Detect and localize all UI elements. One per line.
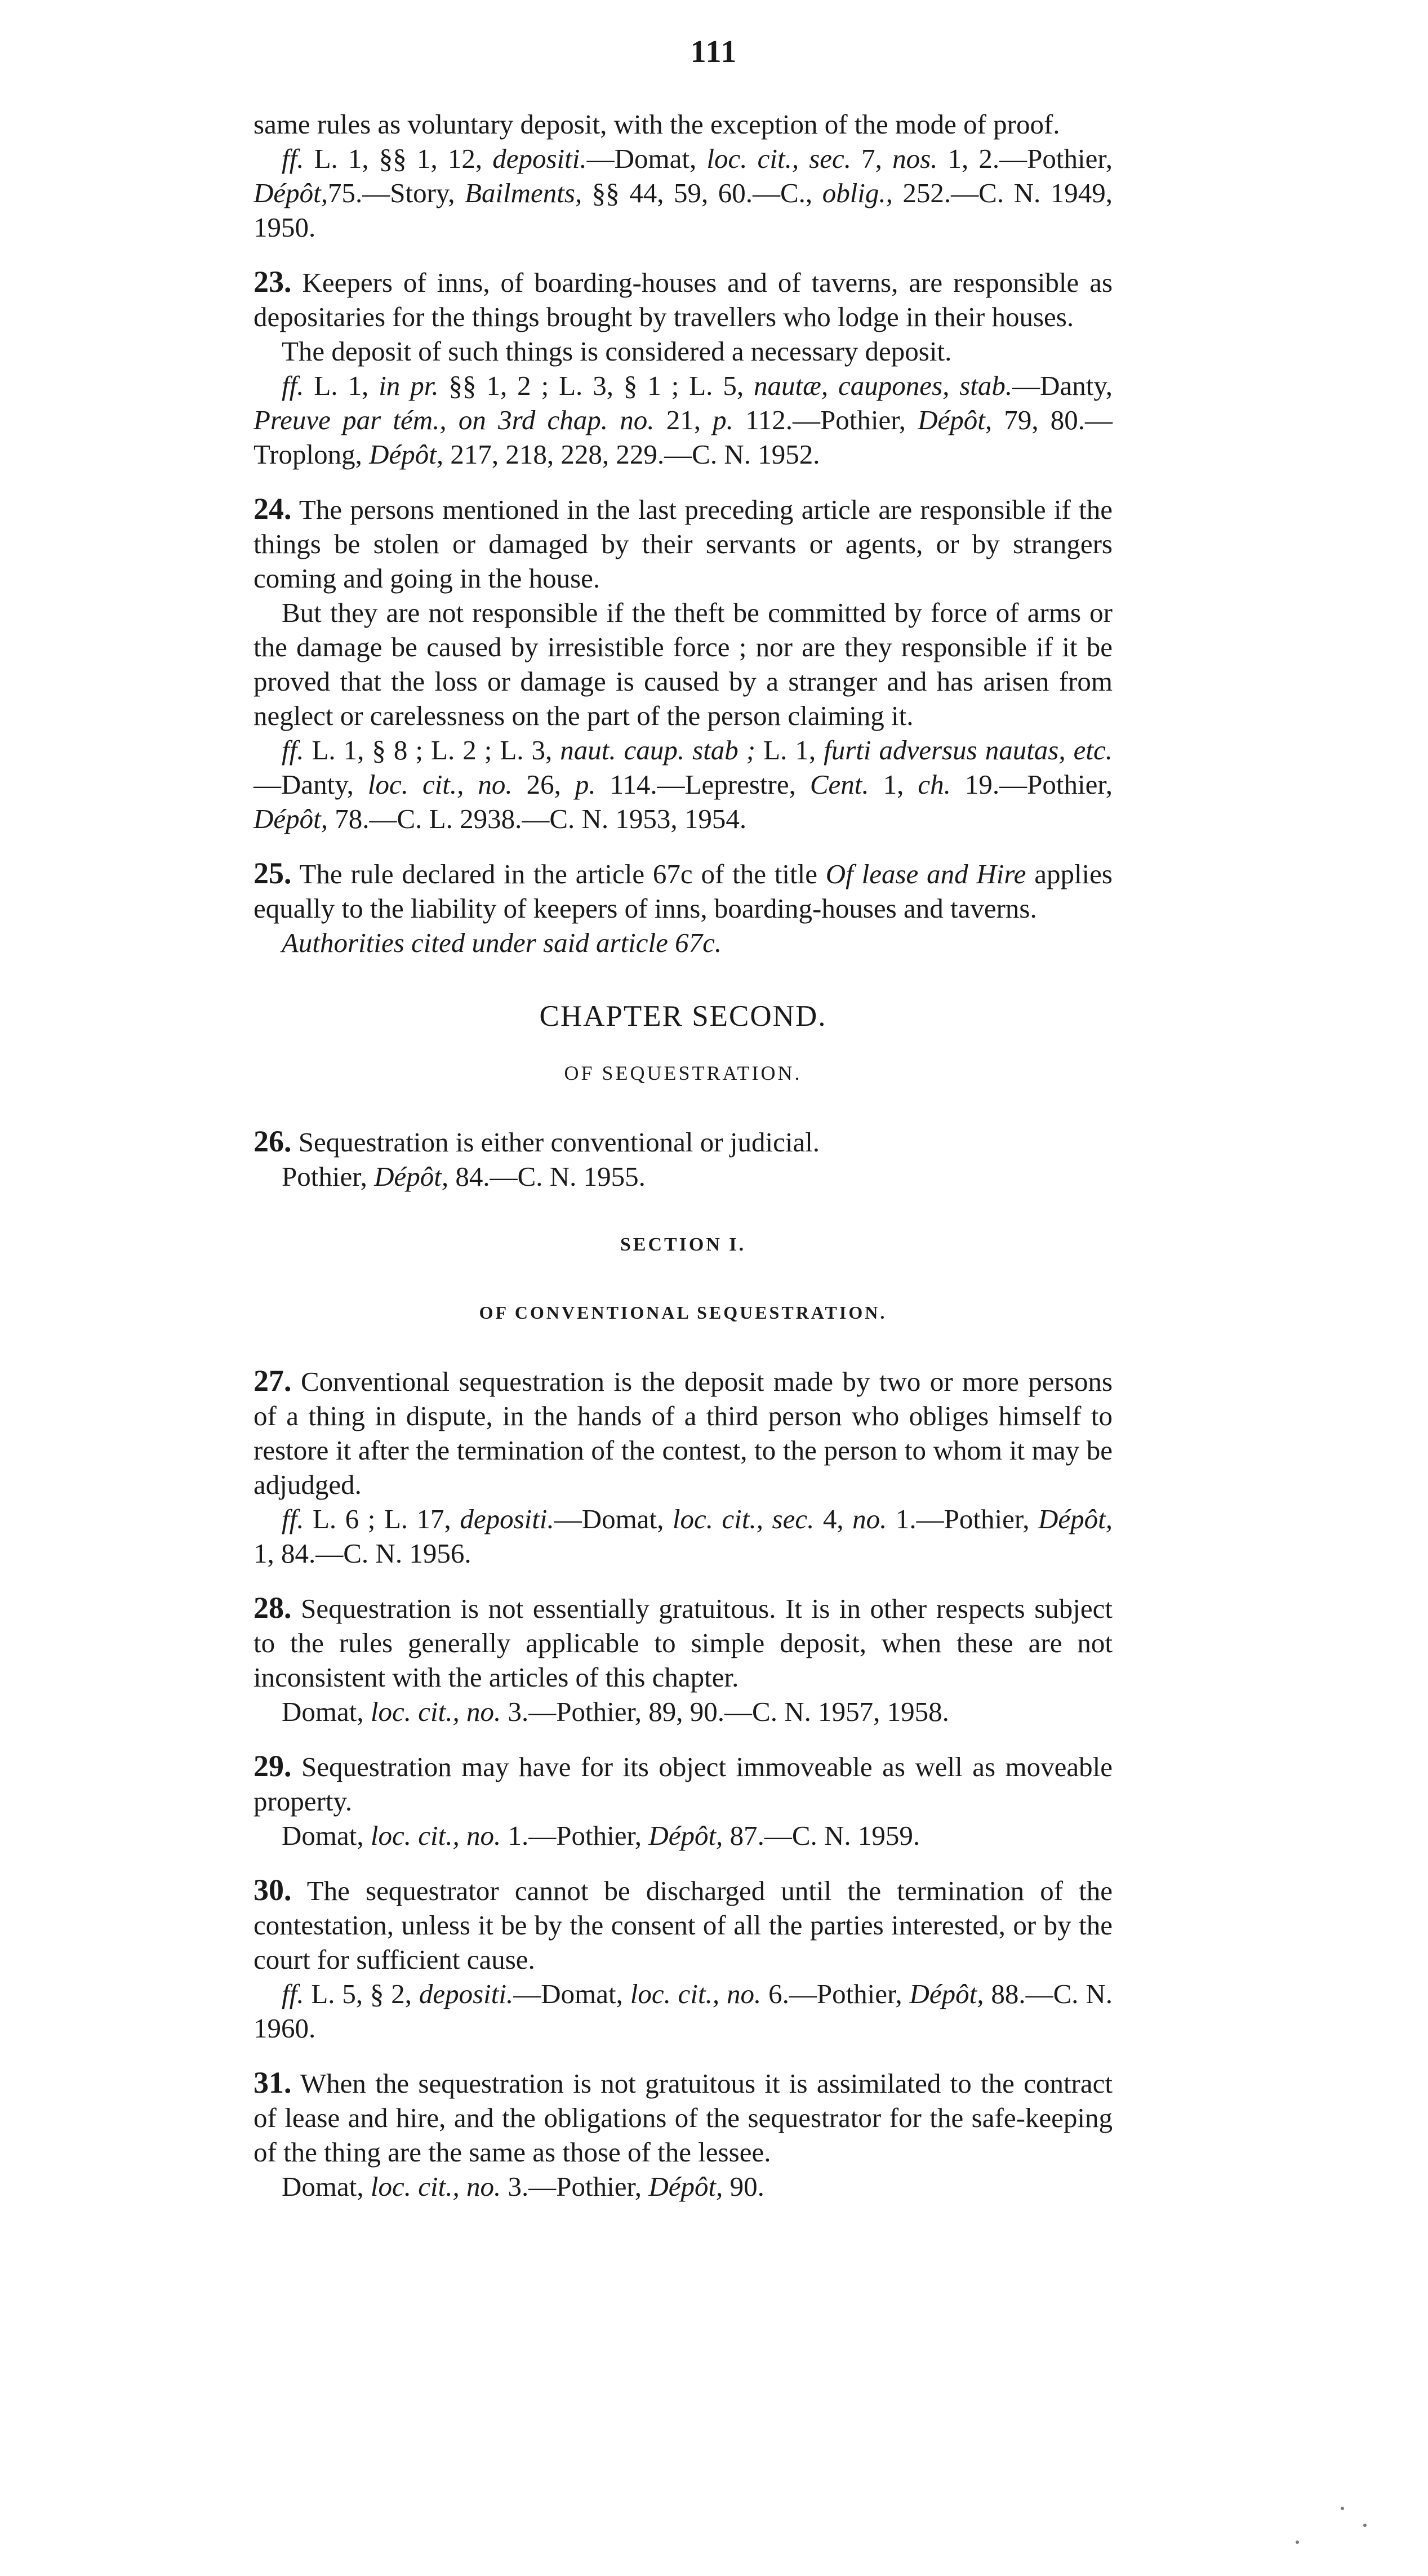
article-citation [253,926,1113,960]
citation-text: Pothier, [282,1161,375,1192]
section-title: SECTION I. [620,1234,746,1255]
citation-italic: naut. caup. stab ; [560,735,756,766]
citation-text: —Domat, [554,1503,673,1534]
citation-italic: Dépôt, [909,1978,984,2009]
citation-italic: Dépôt, [1038,1503,1113,1534]
citation-text: 21, [654,404,713,435]
citation-text: 26, [512,769,575,800]
citation-italic: Dépôt, [648,2171,723,2202]
digest-abbrev: ff. [282,735,304,766]
citation-italic: depositi. [492,143,587,174]
citation-italic: in pr. [379,370,439,401]
citation-italic: no. [852,1503,887,1534]
citation-italic: nautæ, caupones, stab. [754,370,1013,401]
citation-text: Domat, [282,1820,371,1851]
section-subtitle: OF CONVENTIONAL SEQUESTRATION. [479,1302,887,1323]
citation-italic: depositi. [460,1503,554,1534]
chapter-subtitle: OF SEQUESTRATION. [564,1062,802,1084]
citation-italic: depositi. [419,1978,514,2009]
article-number: 30. [253,1873,292,1907]
citation-text: L. 1, [755,735,824,766]
paper-speck [1341,2507,1344,2510]
citation-text: 1, [869,769,918,800]
citation-italic: ch. [918,769,951,800]
article-body: Sequestration is not essentially gratuitous. It is in other respects subject to the rules generally applicable to simple deposit, when these are not inconsistent with the articles of this chapter. [253,1593,1113,1693]
citation-text: 1.—Pothier, [501,1820,649,1851]
citation-text: Domat, [282,1696,371,1727]
citation-italic: p. [713,404,733,435]
citation-text: —Domat, [513,1978,630,2009]
chapter-title: CHAPTER SECOND. [539,1000,827,1033]
citation-text: 3.—Pothier, 89, 90.—C. N. 1957, 1958. [501,1696,949,1727]
article-body: Sequestration may have for its object immoveable as well as moveable property. [253,1751,1113,1817]
digest-abbrev: ff. [282,370,304,401]
article-body [253,858,1113,924]
citation-text: L. 5, § 2, [304,1978,419,2009]
article-number: 31. [253,2066,292,2099]
citation-italic: Cent. [809,769,869,800]
article-citation [253,1977,1113,2045]
page-number: 111 [690,34,738,69]
citation-italic: Dépôt, [374,1161,449,1192]
citation-text: 79, 80.—Troplong, [253,404,1113,470]
paper-speck [1363,2524,1367,2527]
article-26-body: Sequestration is either conventional or judicial. [298,1127,820,1158]
citation-italic: furti adversus nautas, etc. [824,735,1113,766]
citation-italic: loc. cit., no. [370,2171,501,2202]
citation-italic: loc. cit., no. [370,1696,501,1727]
citation-italic: loc. cit., no. [367,769,513,800]
article-body: The sequestrator cannot be discharged until the termination of the contestation, unless it be by the consent of all the parties interested, or by the court for sufficient cause. [253,1875,1113,1975]
article-text [253,1364,1113,1502]
article-30 [253,1873,1113,2045]
article-31 [253,2066,1113,2204]
article-23 [253,265,1113,471]
article-28 [253,1591,1113,1729]
citation-italic: Bailments, [465,177,582,208]
citation-text: 19.—Pothier, [950,769,1113,800]
citation-text: —Domat, [586,143,707,174]
citation-text: —Danty, [1012,370,1113,401]
citation-italic: oblig., [822,177,893,208]
citation-italic: Dépôt, [369,439,444,470]
article-number: 29. [253,1749,292,1783]
citation-text: 88.—C. N. 1960. [253,1978,1113,2044]
citation-italic: Preuve par tém., on 3rd chap. no. [253,404,655,435]
citation-text: L. 1, [304,370,379,401]
article-body: Keepers of inns, of boarding-houses and of taverns, are responsible as depositaries for the things brought by travellers who lodge in their houses. [253,267,1113,332]
citation-italic: Dépôt, [918,404,993,435]
citation-text: L. 6 ; L. 17, [304,1503,460,1534]
citation-text: 90. [723,2171,764,2202]
citation-text: 75.—Story, [328,177,465,208]
citation-text: L. 1, §§ 1, 12, [304,143,493,174]
citation-text: applies equally to the liability of keepers of inns, boarding-houses and taverns. [253,858,1113,924]
citation-italic: p. [575,769,596,800]
article-citation [253,1502,1113,1570]
citation-text: 87.—C. N. 1959. [723,1820,920,1851]
article-paragraph [253,334,1113,368]
citation-italic: loc. cit., no. [630,1978,762,2009]
article-text [253,856,1113,926]
article-number: 24. [253,492,292,526]
article-number: 23. [253,265,292,299]
article-text [253,1591,1113,1694]
article-body: The deposit of such things is considered a necessary deposit. [282,336,952,367]
article-26-text [253,1124,1113,1159]
intro-text: same rules as voluntary deposit, with the exception of the mode of proof. [253,109,1060,140]
citation-text: 114.—Leprestre, [595,769,810,800]
citation-text: The rule declared in the article 67c of the title [299,858,826,889]
citation-text: 84.—C. N. 1955. [448,1161,646,1192]
article-body: The persons mentioned in the last preceding article are responsible if the things be stolen or damaged by their servants or agents, or by strangers coming and going in the house. [253,494,1113,594]
article-number: 27. [253,1364,292,1398]
article-27 [253,1364,1113,1570]
citation-text: 4, [814,1503,853,1534]
article-26-citation [253,1159,1113,1194]
article-text [253,265,1113,334]
citation-text: 217, 218, 228, 229.—C. N. 1952. [443,439,820,470]
paper-speck [1296,2541,1299,2544]
article-body: But they are not responsible if the theft be committed by force of arms or the damage be caused by irresistible force ; nor are they responsible if it be proved that the loss or damage is caused by a stranger and has arisen from neglect or carelessness on the part of the person claiming it. [253,597,1113,731]
article-text [253,492,1113,595]
article-citation [253,368,1113,471]
articles-section-one [253,1364,1113,2204]
article-29 [253,1749,1113,1853]
citation-text: Domat, [282,2171,371,2202]
citation-text: —Danty, [253,769,368,800]
citation-text: 1, 84.—C. N. 1956. [253,1538,471,1569]
citation-text: 6.—Pothier, [761,1978,910,2009]
article-number: 28. [253,1591,292,1625]
article-26 [253,1124,1113,1194]
citation-italic: nos. [892,143,938,174]
article-number: 25. [253,856,292,890]
citation-italic: Dépôt, [648,1820,723,1851]
citation-italic: loc. cit., sec. [706,143,852,174]
digest-abbrev: ff. [282,1978,304,2009]
citation-italic: Dépôt, [253,803,328,834]
intro-citation [253,141,1113,244]
citation-text: 78.—C. L. 2938.—C. N. 1953, 1954. [328,803,747,834]
citation-text: 252.—C. N. 1949, 1950. [253,177,1113,243]
citation-text: 112.—Pothier, [733,404,918,435]
citation-text: 1.—Pothier, [887,1503,1039,1534]
article-paragraph [253,595,1113,733]
citation-text: L. 1, § 8 ; L. 2 ; L. 3, [304,735,560,766]
citation-text: §§ 1, 2 ; L. 3, § 1 ; L. 5, [438,370,754,401]
article-number: 26. [253,1124,292,1158]
articles-chapter-one [253,265,1113,960]
page-content [253,107,1113,2224]
article-citation [253,733,1113,836]
citation-italic: loc. cit., no. [370,1820,501,1851]
digest-abbrev: ff. [282,1503,304,1534]
intro-block [253,107,1113,244]
article-text [253,1749,1113,1818]
citation-text: 7, [851,143,893,174]
article-text [253,2066,1113,2169]
citation-italic: loc. cit., sec. [672,1503,815,1534]
article-citation [253,1818,1113,1853]
article-text [253,1873,1113,1977]
article-citation [253,1694,1113,1729]
citation-text: 3.—Pothier, [501,2171,649,2202]
citation-italic: Of lease and Hire [825,858,1026,889]
citation-italic: Authorities cited under said article 67c. [282,927,722,958]
article-body: Conventional sequestration is the deposit made by two or more persons of a thing in dispute, in the hands of a third person who obliges himself to restore it after the termination of the contest, to the person to whom it may be adjudged. [253,1366,1113,1500]
article-24 [253,492,1113,836]
article-body: When the sequestration is not gratuitous it is assimilated to the contract of lease and hire, and the obligations of the sequestrator for the safe-keeping of the thing are the same as those of the lessee. [253,2068,1113,2168]
digest-abbrev: ff. [282,143,304,174]
article-citation [253,2169,1113,2204]
citation-italic: Dépôt, [253,177,328,208]
article-25 [253,856,1113,960]
citation-text: 1, 2.—Pothier, [937,143,1113,174]
citation-text: §§ 44, 59, 60.—C., [582,177,822,208]
